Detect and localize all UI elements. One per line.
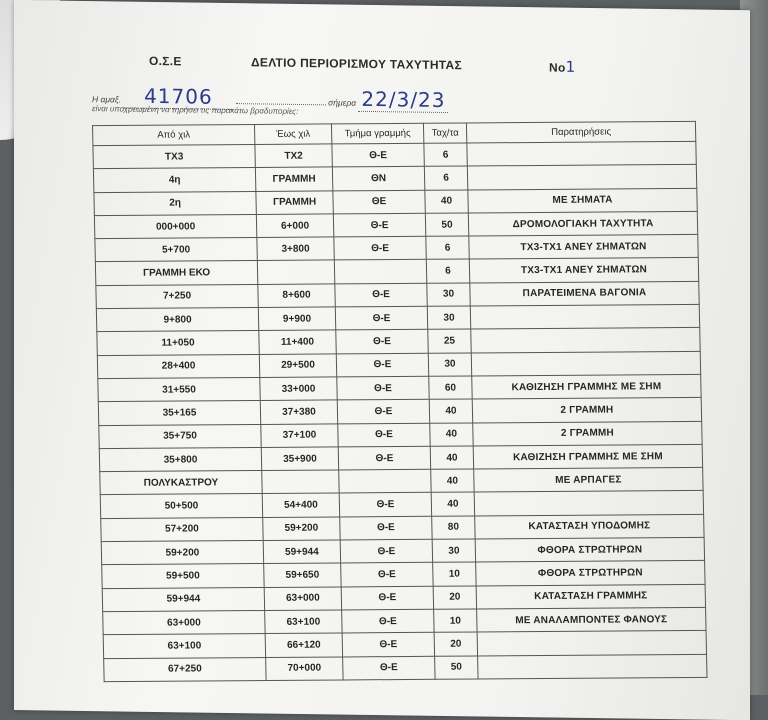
cell-speed: 20 — [434, 632, 477, 656]
train-number: 41706 — [144, 83, 213, 109]
cell-line-section: ΘΕ — [333, 190, 425, 214]
cell-line-section: Θ-Ε — [334, 236, 426, 260]
cell-to-km: 29+500 — [259, 354, 336, 378]
cell-line-section: Θ-Ε — [338, 446, 430, 470]
cell-speed: 40 — [430, 446, 473, 470]
cell-speed: 40 — [429, 399, 472, 423]
cell-speed: 10 — [434, 609, 477, 633]
cell-remarks: ΠΑΡΑΤΕΙΜΕΝΑ ΒΑΓΟΝΙΑ — [470, 281, 699, 306]
cell-line-section: Θ-Ε — [342, 609, 434, 633]
cell-to-km: 8+600 — [258, 284, 335, 308]
cell-remarks — [471, 328, 700, 353]
cell-remarks — [470, 304, 699, 329]
cell-from-km: 7+250 — [96, 284, 258, 308]
header-line-section: Τμήμα γραμμής — [331, 123, 423, 144]
cell-line-section: Θ-Ε — [333, 213, 425, 237]
cell-line-section — [334, 260, 426, 284]
cell-from-km: ΤΧ3 — [93, 144, 255, 168]
cell-line-section: Θ-Ε — [336, 330, 428, 354]
cell-speed: 40 — [431, 469, 474, 493]
cell-line-section: Θ-Ε — [336, 353, 428, 377]
cell-line-section: ΘΝ — [332, 167, 424, 191]
cell-to-km: 54+400 — [262, 493, 339, 517]
cell-from-km: 28+400 — [97, 354, 259, 378]
cell-from-km: 50+500 — [100, 494, 262, 518]
cell-from-km: 35+165 — [98, 401, 260, 425]
cell-speed: 6 — [426, 236, 469, 260]
cell-from-km: 63+000 — [103, 610, 265, 634]
cell-remarks — [474, 491, 703, 516]
cell-to-km — [257, 260, 334, 284]
cell-to-km: 37+100 — [261, 424, 338, 448]
cell-line-section: Θ-Ε — [342, 633, 434, 657]
cell-speed: 30 — [432, 539, 475, 563]
cell-remarks: ΜΕ ΑΝΑΛΑΜΠΟΝΤΕΣ ΦΑΝΟΥΣ — [477, 607, 706, 632]
restrictions-table — [92, 121, 708, 682]
cell-speed: 6 — [426, 259, 469, 283]
cell-line-section: Θ-Ε — [343, 656, 435, 680]
cell-remarks: ΚΑΤΑΣΤΑΣΗ ΥΠΟΔΟΜΗΣ — [475, 514, 704, 539]
cell-speed: 6 — [424, 166, 467, 190]
cell-to-km: ΓΡΑΜΜΗ — [255, 167, 332, 191]
header-remarks: Παρατηρήσεις — [466, 121, 695, 143]
cell-from-km: 59+944 — [102, 587, 264, 611]
cell-from-km: 59+200 — [101, 541, 263, 565]
cell-remarks — [477, 631, 706, 656]
instruction-text: είναι υποχρεωμένη να τηρήσει τις παρακάτω βραδυπορίες: — [92, 104, 299, 116]
cell-from-km: 57+200 — [101, 517, 263, 541]
cell-line-section: Θ-Ε — [340, 516, 432, 540]
cell-from-km: 35+800 — [99, 447, 261, 471]
cell-to-km: 59+650 — [264, 563, 341, 587]
cell-from-km: 9+800 — [96, 308, 258, 332]
cell-from-km: 11+050 — [97, 331, 259, 355]
table-row — [104, 654, 707, 682]
cell-from-km: ΓΡΑΜΜΗ ΕΚΟ — [95, 261, 257, 285]
cell-to-km: 37+380 — [260, 400, 337, 424]
cell-to-km: 6+000 — [256, 214, 333, 238]
cell-remarks: 2 ΓΡΑΜΜΗ — [473, 421, 702, 446]
cell-speed: 40 — [425, 190, 468, 214]
cell-speed: 10 — [433, 562, 476, 586]
cell-from-km: 000+000 — [94, 214, 256, 238]
cell-remarks — [478, 654, 707, 679]
cell-to-km: 33+000 — [260, 377, 337, 401]
org-name: Ο.Σ.Ε — [149, 53, 182, 69]
cell-speed: 40 — [431, 492, 474, 516]
train-label: Η αμαξ. — [92, 94, 122, 105]
number-value: 1 — [565, 57, 576, 76]
date-label: σήμερα — [328, 97, 357, 108]
cell-to-km: 59+944 — [263, 540, 340, 564]
cell-speed: 60 — [429, 376, 472, 400]
cell-to-km: 3+800 — [257, 237, 334, 261]
cell-remarks: ΦΘΟΡΑ ΣΤΡΩΤΗΡΩΝ — [476, 561, 705, 586]
cell-line-section — [339, 469, 431, 493]
cell-remarks: ΚΑΘΙΖΗΣΗ ΓΡΑΜΜΗΣ ΜΕ ΣΗΜ — [472, 374, 701, 399]
cell-from-km: 5+700 — [95, 238, 257, 262]
cell-to-km: 63+100 — [265, 610, 342, 634]
cell-line-section: Θ-Ε — [335, 306, 427, 330]
cell-remarks — [471, 351, 700, 376]
cell-remarks: ΤΧ3-ΤΧ1 ΑΝΕΥ ΣΗΜΑΤΩΝ — [469, 235, 698, 260]
cell-line-section: Θ-Ε — [337, 376, 429, 400]
cell-speed: 50 — [425, 213, 468, 237]
cell-line-section: Θ-Ε — [335, 283, 427, 307]
cell-line-section: Θ-Ε — [340, 539, 432, 563]
cell-from-km: ΠΟΛΥΚΑΣΤΡΟΥ — [100, 471, 262, 495]
cell-remarks: ΚΑΘΙΖΗΣΗ ΓΡΑΜΜΗΣ ΜΕ ΣΗΜ — [473, 444, 702, 469]
cell-speed: 30 — [427, 283, 470, 307]
cell-remarks: ΦΘΟΡΑ ΣΤΡΩΤΗΡΩΝ — [475, 537, 704, 562]
cell-to-km: 66+120 — [265, 633, 342, 657]
cell-speed: 6 — [424, 143, 467, 167]
cell-speed: 25 — [428, 329, 471, 353]
cell-remarks — [467, 165, 696, 190]
cell-to-km: ΤΧ2 — [255, 144, 332, 168]
cell-line-section: Θ-Ε — [337, 400, 429, 424]
speed-restriction-form — [14, 0, 750, 720]
cell-remarks: ΤΧ3-ΤΧ1 ΑΝΕΥ ΣΗΜΑΤΩΝ — [469, 258, 698, 283]
cell-to-km: 11+400 — [259, 330, 336, 354]
cell-from-km: 67+250 — [104, 657, 266, 681]
cell-speed: 20 — [433, 586, 476, 610]
cell-to-km: 59+200 — [263, 517, 340, 541]
cell-from-km: 2η — [94, 191, 256, 215]
cell-line-section: Θ-Ε — [338, 423, 430, 447]
cell-line-section: Θ-Ε — [341, 563, 433, 587]
cell-line-section: Θ-Ε — [332, 143, 424, 167]
date-value: 22/3/23 — [361, 86, 446, 113]
cell-speed: 40 — [430, 423, 473, 447]
cell-to-km: 70+000 — [266, 656, 343, 680]
cell-to-km: 9+900 — [258, 307, 335, 331]
cell-to-km: ΓΡΑΜΜΗ — [256, 191, 333, 215]
cell-remarks: ΔΡΟΜΟΛΟΓΙΑΚΗ ΤΑΧΥΤΗΤΑ — [468, 211, 697, 236]
header-to-km: Έως χιλ — [254, 124, 331, 145]
cell-from-km: 63+100 — [103, 634, 265, 658]
form-number — [549, 57, 575, 75]
cell-speed: 50 — [435, 656, 478, 680]
cell-to-km: 63+000 — [264, 587, 341, 611]
cell-remarks — [467, 141, 696, 166]
form-title: ΔΕΛΤΙΟ ΠΕΡΙΟΡΙΣΜΟΥ ΤΑΧΥΤΗΤΑΣ — [251, 55, 462, 73]
header-speed: Ταχ/τα — [423, 123, 466, 143]
cell-line-section: Θ-Ε — [339, 493, 431, 517]
cell-from-km: 31+550 — [98, 377, 260, 401]
cell-remarks: ΜΕ ΑΡΠΑΓΕΣ — [474, 468, 703, 493]
header-from-km: Από χιλ — [93, 124, 255, 145]
cell-from-km: 4η — [93, 168, 255, 192]
cell-from-km: 59+500 — [102, 564, 264, 588]
cell-speed: 30 — [428, 353, 471, 377]
cell-remarks: 2 ΓΡΑΜΜΗ — [472, 398, 701, 423]
cell-line-section: Θ-Ε — [341, 586, 433, 610]
cell-to-km: 35+900 — [261, 447, 338, 471]
number-label: No — [549, 60, 566, 75]
cell-speed: 80 — [432, 516, 475, 540]
cell-to-km — [262, 470, 339, 494]
cell-from-km: 35+750 — [99, 424, 261, 448]
cell-remarks: ΚΑΤΑΣΤΑΣΗ ΓΡΑΜΜΗΣ — [476, 584, 705, 609]
cell-remarks: ΜΕ ΣΗΜΑΤΑ — [468, 188, 697, 213]
cell-speed: 30 — [427, 306, 470, 330]
